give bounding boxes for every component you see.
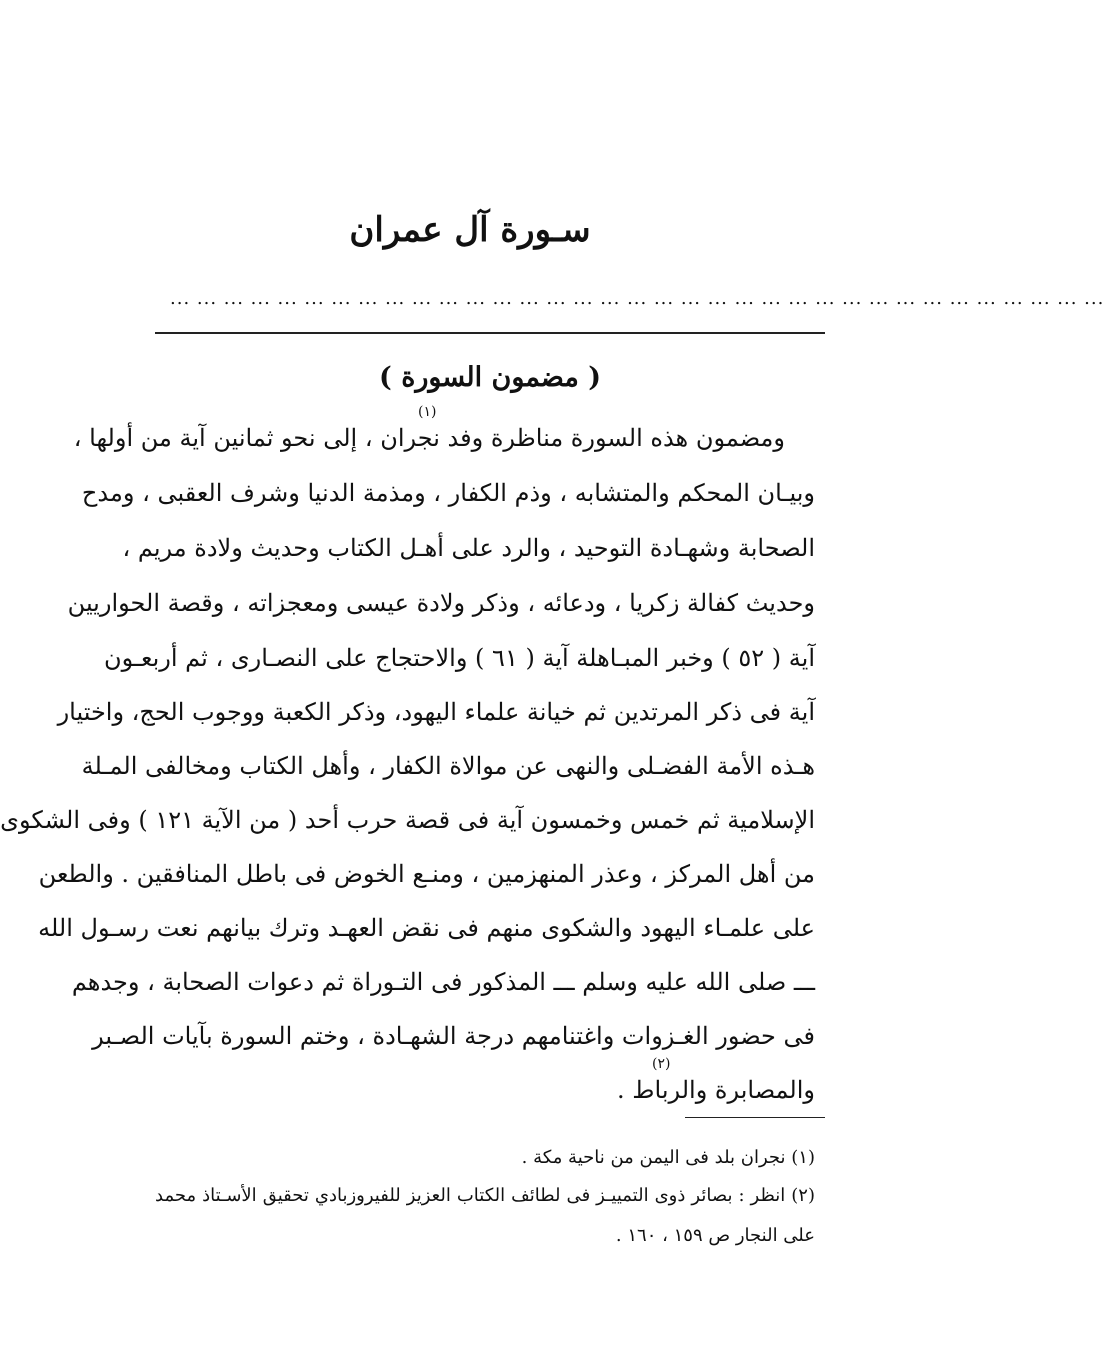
section-heading: ( مضمون السورة ) bbox=[379, 362, 601, 393]
footnote-1: (١) نجران بلد فى اليمن من ناحية مكة . bbox=[521, 1147, 815, 1168]
paragraph-line: وحديث كفالة زكريا ، ودعائه ، وذكر ولادة عيسى ومعجزاته ، وقصة الحواريين bbox=[67, 589, 815, 617]
paragraph-line: الصحابة وشهـادة التوحيد ، والرد على أهـل الكتاب وحديث ولادة مريم ، bbox=[122, 534, 815, 562]
header-divider bbox=[155, 332, 825, 334]
ellipsis-dots-line: ... ... ... ... ... ... ... ... ... ... ... ... ... ... ... ... ... ... ... ... ... ... ... ... ... ... ... ... ... ... ... ... ... ... ... bbox=[170, 288, 1104, 309]
footnote-divider bbox=[685, 1117, 825, 1118]
paragraph-line: وبيـان المحكم والمتشابه ، وذم الكفار ، ومذمة الدنيا وشرف العقبى ، ومدح bbox=[81, 479, 815, 507]
footnote-2-line-2: على النجار ص ١٥٩ ، ١٦٠ . bbox=[615, 1225, 815, 1246]
paragraph-line bbox=[73, 418, 785, 458]
sura-title: سـورة آل عمران bbox=[349, 210, 591, 250]
paragraph-line-text: ومضمون هذه السورة مناظرة وفد نجران ، إلى نحو ثمانين آية من أولها ، bbox=[73, 424, 785, 452]
paragraph-line: ـــ صلى الله عليه وسلم ـــ المذكور فى التـوراة ثم دعوات الصحابة ، وجدهم bbox=[71, 968, 815, 996]
paragraph-line: فى حضور الغـزوات واغتنامهم درجة الشهـادة ، وختم السورة بآيات الصـبر bbox=[92, 1022, 815, 1050]
footnote-mark-1: (١) bbox=[418, 404, 437, 420]
paragraph-line: آية فى ذكر المرتدين ثم خيانة علماء اليهود، وذكر الكعبة ووجوب الحج، واختيار bbox=[57, 698, 815, 726]
paragraph-line: والمصابرة والرباط . bbox=[617, 1076, 815, 1104]
paragraph-line: من أهل المركز ، وعذر المنهزمين ، ومنـع الخوض فى باطل المنافقين . والطعن bbox=[38, 860, 815, 888]
paragraph-line: على علمـاء اليهود والشكوى منهم فى نقض العهـد وترك بيانهم نعت رسـول الله bbox=[38, 914, 815, 942]
paragraph-line: هـذه الأمة الفضـلى والنهى عن موالاة الكفار ، وأهل الكتاب ومخالفى المـلة bbox=[81, 752, 815, 780]
paragraph-line: الإسلامية ثم خمس وخمسون آية فى قصة حرب أحد ( من الآية ١٢١ ) وفى الشكوى bbox=[0, 806, 815, 834]
footnote-2-line-1: (٢) انظر : بصائر ذوى التمييـز فى لطائف الكتاب العزيز للفيروزبادي تحقيق الأسـتاذ محمد bbox=[155, 1185, 815, 1206]
footnote-mark-2: (٢) bbox=[652, 1056, 671, 1072]
paragraph-line: آية ( ٥٢ ) وخبر المبـاهلة آية ( ٦١ ) والاحتجاج على النصـارى ، ثم أربعـون bbox=[103, 644, 815, 672]
